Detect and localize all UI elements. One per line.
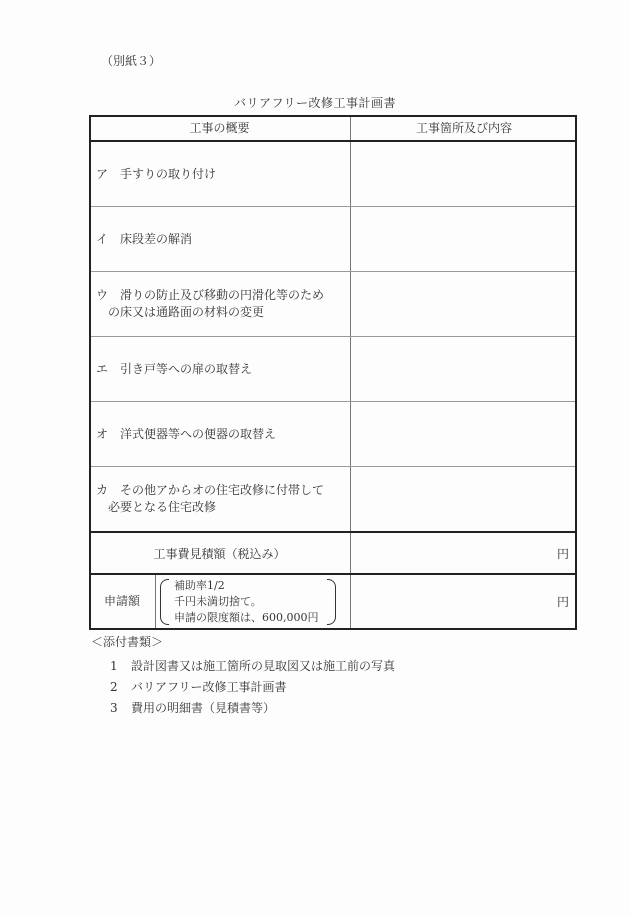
table-row [89,337,577,402]
header-overview: 工事の概要 [89,115,351,141]
item-description: オ 洋式便器等への便器の取替え [89,402,351,467]
plan-table [89,115,577,628]
note-rounding: 千円未満切捨て。 [174,595,262,608]
attachment-item: 2 バリアフリー改修工事計画書 [110,680,287,694]
right-parenthesis [327,579,336,625]
left-parenthesis [160,579,169,625]
attachments-heading: ＜添付書類＞ [91,635,164,649]
table-row [89,272,577,337]
attachment-item: 3 費用の明細書（見積書等） [110,701,276,715]
item-location-cell[interactable] [351,402,578,467]
application-amount-label-cell [89,574,351,628]
item-location-cell[interactable] [351,337,578,402]
item-description: カ その他アからオの住宅改修に付帯して 必要となる住宅改修 [89,467,351,533]
application-amount-label: 申請額 [89,575,156,628]
item-description: ウ 滑りの防止及び移動の円滑化等のため の床又は通路面の材料の変更 [89,272,351,337]
item-location-cell[interactable] [351,141,578,207]
application-amount-value[interactable]: 円 [556,595,569,609]
table-row [89,141,577,207]
item-description: ア 手すりの取り付け [89,141,351,207]
table-row [89,402,577,467]
table-row [89,467,577,533]
cost-estimate-value[interactable]: 円 [351,532,578,574]
header-location: 工事箇所及び内容 [351,115,578,141]
table-header-row [89,115,577,141]
attachment-item: 1 設計図書又は施工箇所の見取図又は施工前の写真 [110,659,396,673]
item-description: イ 床段差の解消 [89,207,351,272]
application-amount-row [89,574,577,628]
annex-label: （別紙３） [101,54,162,68]
item-location-cell[interactable] [351,207,578,272]
attachments-section [91,633,395,719]
application-notes [160,577,336,626]
note-subsidy-rate: 補助率1/2 [174,579,225,592]
item-location-cell[interactable] [351,272,578,337]
cost-estimate-row [89,532,577,574]
item-description: エ 引き戸等への扉の取替え [89,337,351,402]
item-location-cell[interactable] [351,467,578,533]
cost-estimate-label: 工事費見積額（税込み） [89,532,351,574]
table-row [89,207,577,272]
document-title: バリアフリー改修工事計画書 [233,96,397,110]
note-limit: 申請の限度額は、600,000円 [174,611,319,624]
